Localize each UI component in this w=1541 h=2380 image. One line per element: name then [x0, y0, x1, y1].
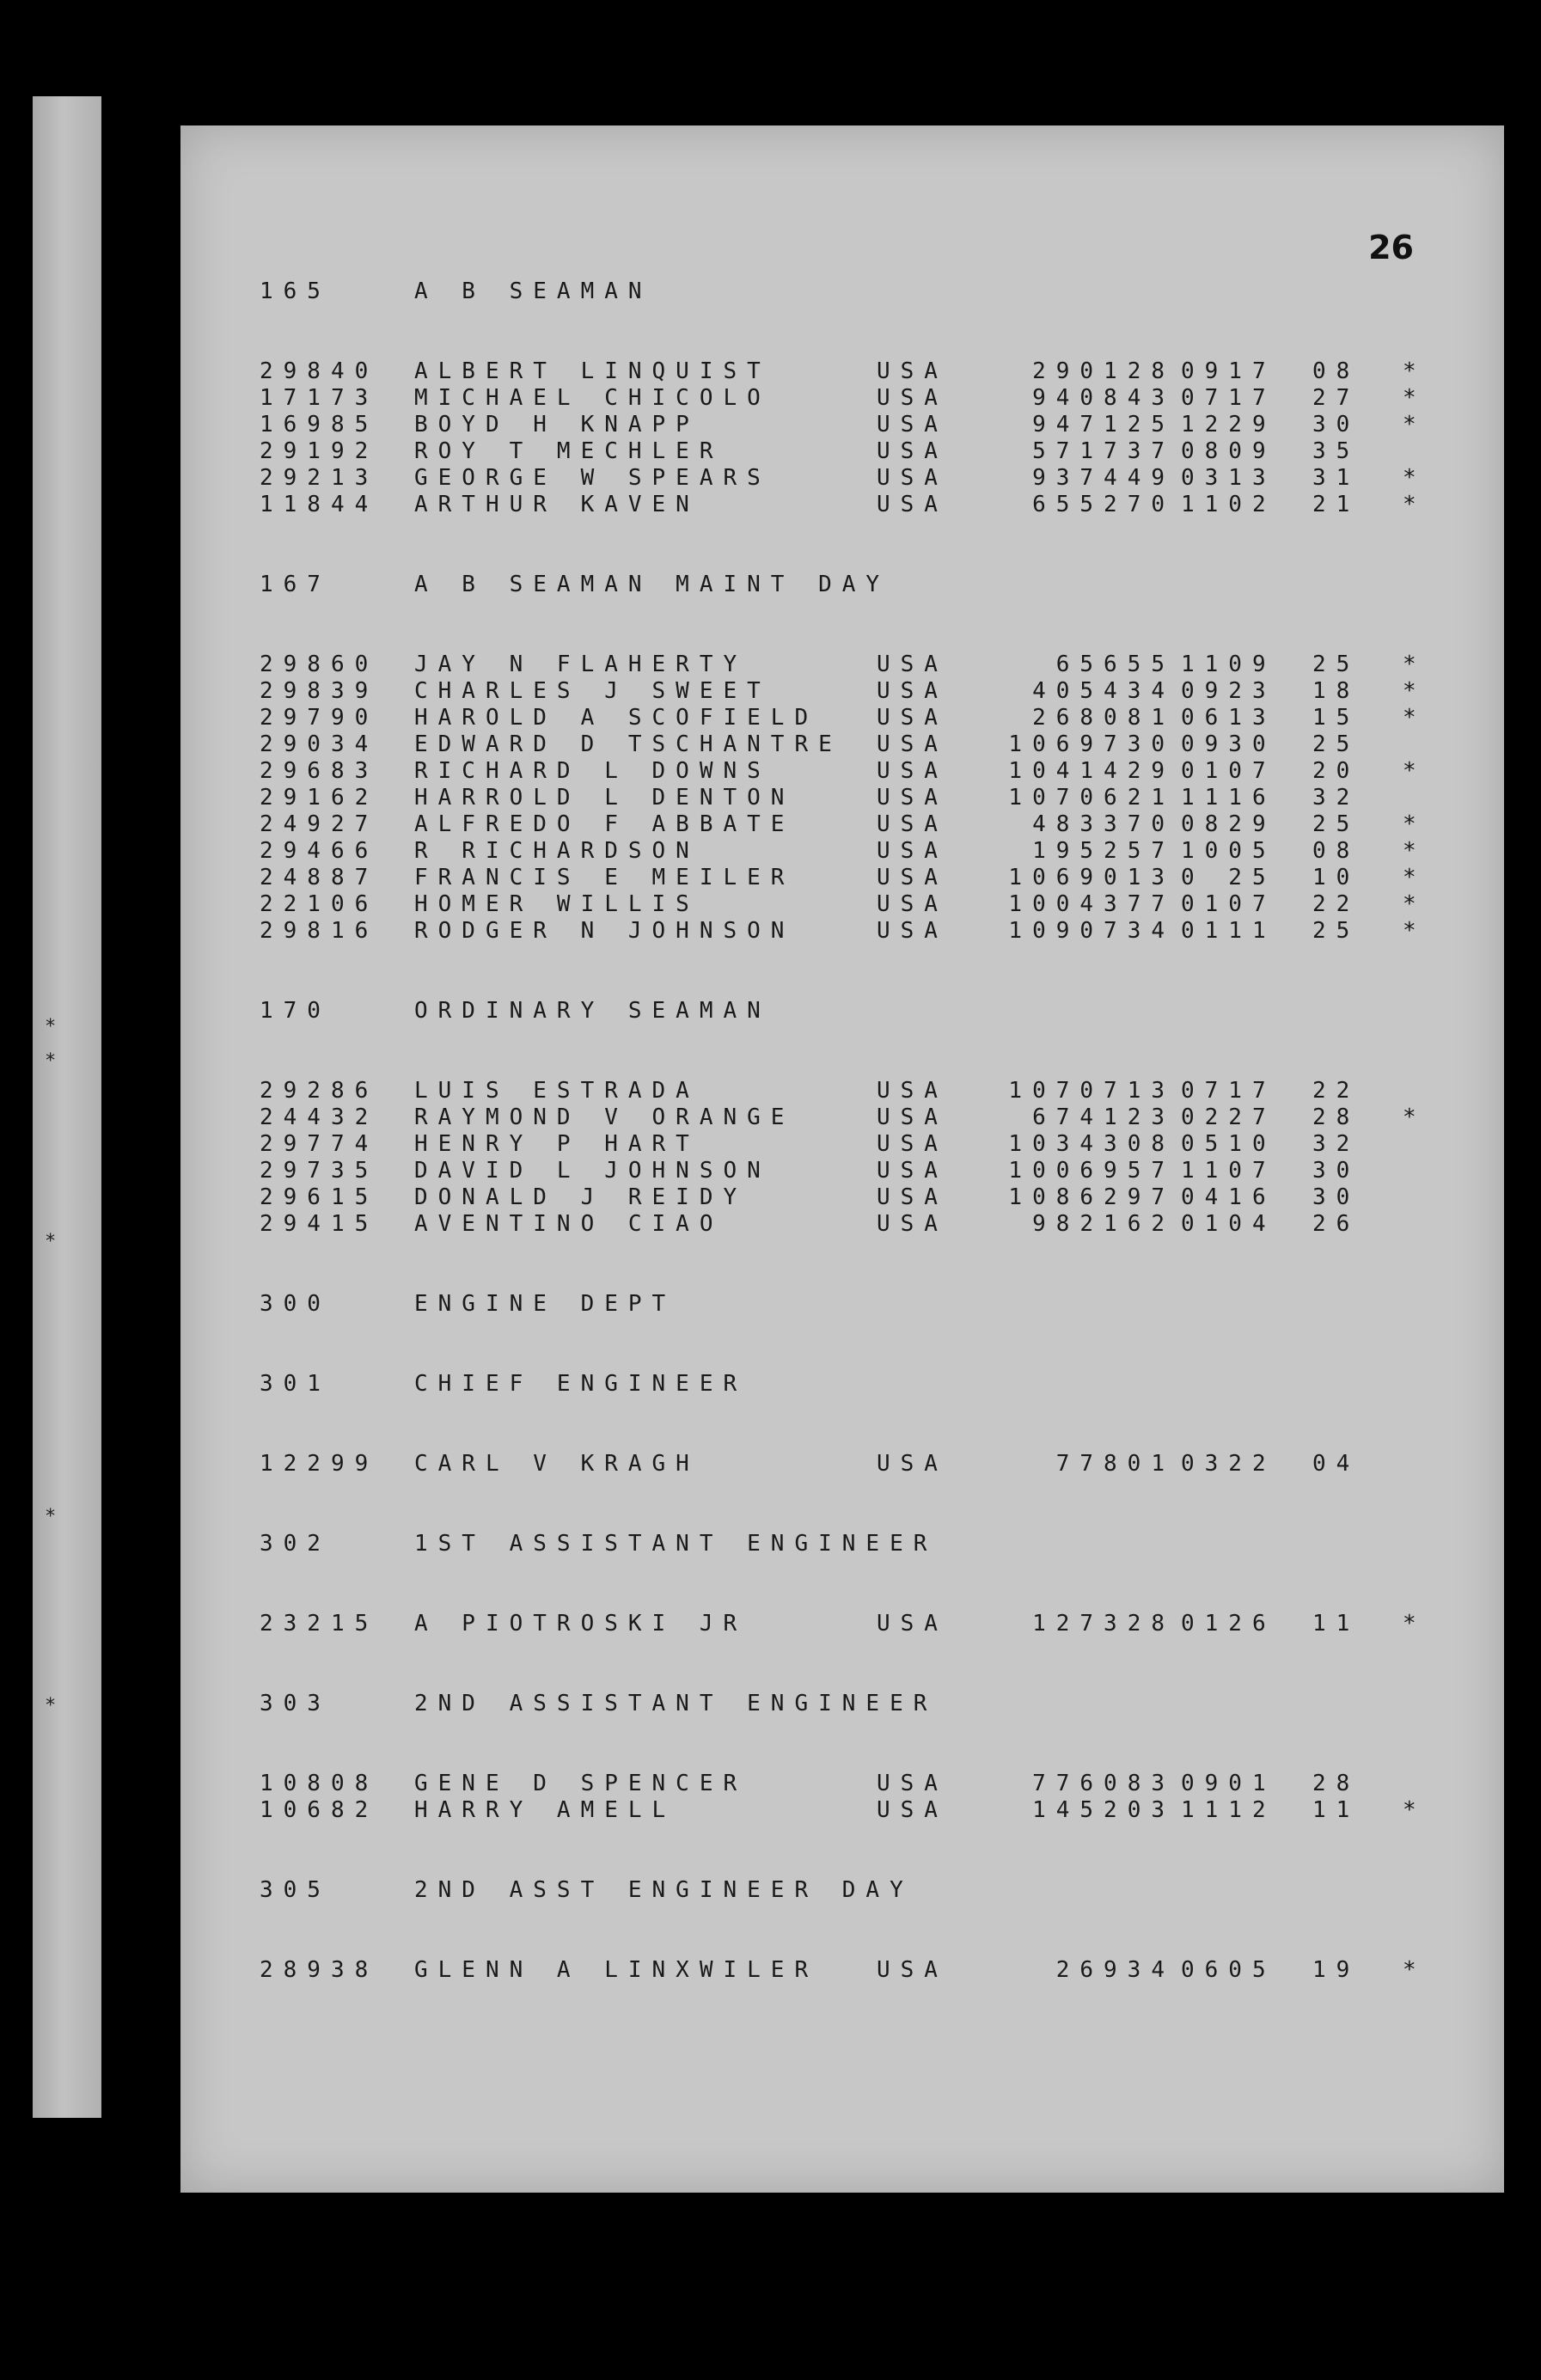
- citizenship: USA: [877, 785, 948, 811]
- spacer: [260, 945, 1480, 998]
- asterisk-mark: *: [1403, 918, 1427, 944]
- crew-name: ARTHUR KAVEN: [414, 492, 700, 517]
- asterisk-mark: *: [1403, 705, 1427, 731]
- age-code: 08: [1312, 838, 1361, 864]
- date-code: 0227: [1181, 1104, 1276, 1130]
- citizenship: USA: [877, 1158, 948, 1184]
- date-code: 0416: [1181, 1184, 1276, 1210]
- section-header: [260, 572, 1480, 598]
- document-number: 145203: [1032, 1797, 1175, 1823]
- age-code: 25: [1312, 652, 1361, 677]
- crew-row: [260, 891, 1480, 918]
- citizenship: USA: [877, 678, 948, 704]
- document-number: 1090734: [1008, 918, 1175, 944]
- crew-row: [260, 385, 1480, 412]
- age-code: 22: [1312, 1078, 1361, 1104]
- section-title: A B SEAMAN: [414, 278, 652, 304]
- section-title: A B SEAMAN MAINT DAY: [414, 572, 890, 597]
- date-code: 0510: [1181, 1131, 1276, 1157]
- crew-id: 29615: [260, 1184, 379, 1210]
- crew-name: FRANCIS E MEILER: [414, 865, 795, 890]
- citizenship: USA: [877, 1611, 948, 1637]
- crew-row: [260, 1957, 1480, 1984]
- date-code: 0107: [1181, 758, 1276, 784]
- section-title: 1ST ASSISTANT ENGINEER: [414, 1531, 938, 1557]
- date-code: 1005: [1181, 838, 1276, 864]
- crew-row: [260, 652, 1480, 678]
- age-code: 25: [1312, 731, 1361, 757]
- crew-id: 28938: [260, 1957, 379, 1983]
- date-code: 1102: [1181, 492, 1276, 517]
- section-title: ENGINE DEPT: [414, 1291, 676, 1317]
- age-code: 31: [1312, 465, 1361, 491]
- asterisk-mark: *: [1403, 891, 1427, 917]
- document-number: 947125: [1032, 412, 1175, 437]
- crew-id: 29034: [260, 731, 379, 757]
- citizenship: USA: [877, 838, 948, 864]
- crew-name: GENE D SPENCER: [414, 1771, 748, 1796]
- citizenship: USA: [877, 731, 948, 757]
- crew-id: 29840: [260, 358, 379, 384]
- age-code: 30: [1312, 1184, 1361, 1210]
- citizenship: USA: [877, 412, 948, 437]
- crew-row: [260, 358, 1480, 385]
- date-code: 1116: [1181, 785, 1276, 811]
- crew-id: 29683: [260, 758, 379, 784]
- date-code: 1112: [1181, 1797, 1276, 1823]
- asterisk-mark: *: [1403, 1797, 1427, 1823]
- crew-name: GLENN A LINXWILER: [414, 1957, 819, 1983]
- document-number: 982162: [1032, 1211, 1175, 1237]
- crew-name: R RICHARDSON: [414, 838, 700, 864]
- crew-row: [260, 1451, 1480, 1478]
- section-code: 305: [260, 1877, 331, 1903]
- section-code: 170: [260, 998, 331, 1024]
- asterisk-mark: *: [1403, 358, 1427, 384]
- spacer: [260, 305, 1480, 358]
- section-code: 303: [260, 1691, 331, 1716]
- document-number: 1069013: [1008, 865, 1175, 890]
- age-code: 20: [1312, 758, 1361, 784]
- crew-id: 17173: [260, 385, 379, 411]
- document-number: 571737: [1032, 438, 1175, 464]
- asterisk-mark: *: [1403, 412, 1427, 437]
- margin-asterisk: *: [45, 1231, 57, 1252]
- spacer: [260, 1398, 1480, 1451]
- document-number: 65655: [1055, 652, 1175, 677]
- asterisk-mark: *: [1403, 811, 1427, 837]
- citizenship: USA: [877, 385, 948, 411]
- crew-row: [260, 1104, 1480, 1131]
- citizenship: USA: [877, 1078, 948, 1104]
- asterisk-mark: *: [1403, 385, 1427, 411]
- citizenship: USA: [877, 1771, 948, 1796]
- crew-row: [260, 465, 1480, 492]
- crew-row: [260, 758, 1480, 785]
- crew-id: 24927: [260, 811, 379, 837]
- crew-row: [260, 1211, 1480, 1238]
- age-code: 11: [1312, 1797, 1361, 1823]
- crew-row: [260, 705, 1480, 731]
- citizenship: USA: [877, 918, 948, 944]
- crew-id: 10808: [260, 1771, 379, 1796]
- citizenship: USA: [877, 811, 948, 837]
- date-code: 0829: [1181, 811, 1276, 837]
- citizenship: USA: [877, 1131, 948, 1157]
- document-number: 1006957: [1008, 1158, 1175, 1184]
- spacer: [260, 1717, 1480, 1771]
- asterisk-mark: *: [1403, 758, 1427, 784]
- document-number: 127328: [1032, 1611, 1175, 1637]
- age-code: 32: [1312, 1131, 1361, 1157]
- asterisk-mark: *: [1403, 465, 1427, 491]
- crew-row: [260, 1158, 1480, 1184]
- document-number: 776083: [1032, 1771, 1175, 1796]
- date-code: 0104: [1181, 1211, 1276, 1237]
- document-number: 674123: [1032, 1104, 1175, 1130]
- document-number: 290128: [1032, 358, 1175, 384]
- age-code: 32: [1312, 785, 1361, 811]
- crew-id: 16985: [260, 412, 379, 437]
- document-number: 195257: [1032, 838, 1175, 864]
- citizenship: USA: [877, 1184, 948, 1210]
- crew-id: 29860: [260, 652, 379, 677]
- document-number: 940843: [1032, 385, 1175, 411]
- crew-id: 10682: [260, 1797, 379, 1823]
- document-number: 483370: [1032, 811, 1175, 837]
- section-header: [260, 1877, 1480, 1904]
- date-code: 0605: [1181, 1957, 1276, 1983]
- section-header: [260, 998, 1480, 1025]
- spacer: [260, 1824, 1480, 1877]
- crew-name: CARL V KRAGH: [414, 1451, 700, 1477]
- date-code: 0930: [1181, 731, 1276, 757]
- spacer: [260, 1557, 1480, 1611]
- crew-id: 29735: [260, 1158, 379, 1184]
- document-number: 1070713: [1008, 1078, 1175, 1104]
- document-number: 1004377: [1008, 891, 1175, 917]
- crew-row: [260, 1611, 1480, 1637]
- asterisk-mark: *: [1403, 652, 1427, 677]
- crew-name: DONALD J REIDY: [414, 1184, 748, 1210]
- crew-name: HENRY P HART: [414, 1131, 700, 1157]
- document-number: 1086297: [1008, 1184, 1175, 1210]
- section-header: [260, 1531, 1480, 1557]
- section-code: 300: [260, 1291, 331, 1317]
- crew-row: [260, 865, 1480, 891]
- asterisk-mark: *: [1403, 865, 1427, 890]
- crew-id: 29816: [260, 918, 379, 944]
- date-code: 1109: [1181, 652, 1276, 677]
- section-header: [260, 1291, 1480, 1318]
- crew-name: RICHARD L DOWNS: [414, 758, 771, 784]
- crew-name: DAVID L JOHNSON: [414, 1158, 771, 1184]
- date-code: 0 25: [1181, 865, 1276, 890]
- crew-name: ALBERT LINQUIST: [414, 358, 771, 384]
- crew-name: A PIOTROSKI JR: [414, 1611, 748, 1637]
- spacer: [260, 1904, 1480, 1957]
- age-code: 28: [1312, 1104, 1361, 1130]
- crew-name: EDWARD D TSCHANTRE: [414, 731, 842, 757]
- document-number: 655270: [1032, 492, 1175, 517]
- crew-id: 29839: [260, 678, 379, 704]
- crew-id: 29192: [260, 438, 379, 464]
- age-code: 27: [1312, 385, 1361, 411]
- crew-id: 29286: [260, 1078, 379, 1104]
- citizenship: USA: [877, 758, 948, 784]
- citizenship: USA: [877, 865, 948, 890]
- date-code: 0717: [1181, 1078, 1276, 1104]
- citizenship: USA: [877, 1451, 948, 1477]
- date-code: 0613: [1181, 705, 1276, 731]
- margin-asterisk: *: [45, 1695, 57, 1716]
- date-code: 0107: [1181, 891, 1276, 917]
- spacer: [260, 1238, 1480, 1291]
- crew-name: HAROLD A SCOFIELD: [414, 705, 819, 731]
- document-number: 26934: [1055, 1957, 1175, 1983]
- crew-name: CHARLES J SWEET: [414, 678, 771, 704]
- document-number: 1070621: [1008, 785, 1175, 811]
- crew-id: 11844: [260, 492, 379, 517]
- section-title: 2ND ASSISTANT ENGINEER: [414, 1691, 938, 1716]
- document-number: 1069730: [1008, 731, 1175, 757]
- date-code: 1229: [1181, 412, 1276, 437]
- date-code: 0126: [1181, 1611, 1276, 1637]
- margin-asterisk: *: [45, 1016, 57, 1037]
- crew-id: 24432: [260, 1104, 379, 1130]
- crew-row: [260, 1078, 1480, 1104]
- asterisk-mark: *: [1403, 1611, 1427, 1637]
- crew-name: MICHAEL CHICOLO: [414, 385, 771, 411]
- date-code: 0917: [1181, 358, 1276, 384]
- date-code: 0322: [1181, 1451, 1276, 1477]
- document-number: 405434: [1032, 678, 1175, 704]
- age-code: 04: [1312, 1451, 1361, 1477]
- document-number: 1034308: [1008, 1131, 1175, 1157]
- crew-row: [260, 412, 1480, 438]
- citizenship: USA: [877, 1957, 948, 1983]
- asterisk-mark: *: [1403, 492, 1427, 517]
- age-code: 10: [1312, 865, 1361, 890]
- age-code: 30: [1312, 1158, 1361, 1184]
- crew-name: RAYMOND V ORANGE: [414, 1104, 795, 1130]
- crew-id: 24887: [260, 865, 379, 890]
- section-title: ORDINARY SEAMAN: [414, 998, 771, 1024]
- spacer: [260, 1478, 1480, 1531]
- crew-row: [260, 678, 1480, 705]
- page-number: 26: [1368, 229, 1414, 266]
- crew-name: JAY N FLAHERTY: [414, 652, 748, 677]
- age-code: 22: [1312, 891, 1361, 917]
- crew-name: AVENTINO CIAO: [414, 1211, 724, 1237]
- section-title: CHIEF ENGINEER: [414, 1371, 748, 1397]
- section-code: 167: [260, 572, 331, 597]
- spacer: [260, 1025, 1480, 1078]
- age-code: 21: [1312, 492, 1361, 517]
- age-code: 08: [1312, 358, 1361, 384]
- crew-row: [260, 438, 1480, 465]
- age-code: 28: [1312, 1771, 1361, 1796]
- crew-row: [260, 811, 1480, 838]
- crew-id: 29774: [260, 1131, 379, 1157]
- section-header: [260, 1691, 1480, 1717]
- crew-row: [260, 492, 1480, 518]
- crew-name: HARROLD L DENTON: [414, 785, 795, 811]
- crew-row: [260, 1131, 1480, 1158]
- crew-name: GEORGE W SPEARS: [414, 465, 771, 491]
- crew-id: 23215: [260, 1611, 379, 1637]
- age-code: 35: [1312, 438, 1361, 464]
- date-code: 0809: [1181, 438, 1276, 464]
- age-code: 30: [1312, 412, 1361, 437]
- asterisk-mark: *: [1403, 1957, 1427, 1983]
- age-code: 26: [1312, 1211, 1361, 1237]
- age-code: 25: [1312, 918, 1361, 944]
- crew-name: HARRY AMELL: [414, 1797, 676, 1823]
- crew-row: [260, 731, 1480, 758]
- citizenship: USA: [877, 465, 948, 491]
- citizenship: USA: [877, 1211, 948, 1237]
- citizenship: USA: [877, 891, 948, 917]
- margin-asterisk: *: [45, 1050, 57, 1072]
- crew-row: [260, 785, 1480, 811]
- margin-asterisk: *: [45, 1506, 57, 1527]
- age-code: 15: [1312, 705, 1361, 731]
- citizenship: USA: [877, 1104, 948, 1130]
- date-code: 0717: [1181, 385, 1276, 411]
- spacer: [260, 518, 1480, 572]
- crew-id: 12299: [260, 1451, 379, 1477]
- date-code: 0923: [1181, 678, 1276, 704]
- crew-listing: [260, 278, 1480, 2037]
- section-title: 2ND ASST ENGINEER DAY: [414, 1877, 914, 1903]
- document-number: 77801: [1055, 1451, 1175, 1477]
- age-code: 19: [1312, 1957, 1361, 1983]
- citizenship: USA: [877, 652, 948, 677]
- crew-name: HOMER WILLIS: [414, 891, 700, 917]
- date-code: 1107: [1181, 1158, 1276, 1184]
- spacer: [260, 1318, 1480, 1371]
- age-code: 11: [1312, 1611, 1361, 1637]
- section-code: 302: [260, 1531, 331, 1557]
- crew-id: 29790: [260, 705, 379, 731]
- document-number: 268081: [1032, 705, 1175, 731]
- crew-name: ROY T MECHLER: [414, 438, 724, 464]
- crew-row: [260, 1797, 1480, 1824]
- crew-row: [260, 1771, 1480, 1797]
- crew-name: BOYD H KNAPP: [414, 412, 700, 437]
- crew-name: ALFREDO F ABBATE: [414, 811, 795, 837]
- adjacent-page-strip: [33, 96, 101, 2118]
- crew-id: 29162: [260, 785, 379, 811]
- crew-row: [260, 1184, 1480, 1211]
- spacer: [260, 1984, 1480, 2037]
- crew-row: [260, 838, 1480, 865]
- asterisk-mark: *: [1403, 1104, 1427, 1130]
- crew-id: 29213: [260, 465, 379, 491]
- citizenship: USA: [877, 492, 948, 517]
- citizenship: USA: [877, 1797, 948, 1823]
- crew-name: LUIS ESTRADA: [414, 1078, 700, 1104]
- date-code: 0313: [1181, 465, 1276, 491]
- asterisk-mark: *: [1403, 838, 1427, 864]
- crew-id: 22106: [260, 891, 379, 917]
- document-number: 1041429: [1008, 758, 1175, 784]
- citizenship: USA: [877, 438, 948, 464]
- age-code: 18: [1312, 678, 1361, 704]
- section-code: 301: [260, 1371, 331, 1397]
- date-code: 0111: [1181, 918, 1276, 944]
- spacer: [260, 1637, 1480, 1691]
- crew-name: RODGER N JOHNSON: [414, 918, 795, 944]
- section-code: 165: [260, 278, 331, 304]
- crew-id: 29466: [260, 838, 379, 864]
- section-header: [260, 1371, 1480, 1398]
- section-header: [260, 278, 1480, 305]
- citizenship: USA: [877, 358, 948, 384]
- spacer: [260, 598, 1480, 652]
- crew-row: [260, 918, 1480, 945]
- citizenship: USA: [877, 705, 948, 731]
- crew-id: 29415: [260, 1211, 379, 1237]
- asterisk-mark: *: [1403, 678, 1427, 704]
- document-number: 937449: [1032, 465, 1175, 491]
- document-page: [180, 125, 1504, 2193]
- date-code: 0901: [1181, 1771, 1276, 1796]
- age-code: 25: [1312, 811, 1361, 837]
